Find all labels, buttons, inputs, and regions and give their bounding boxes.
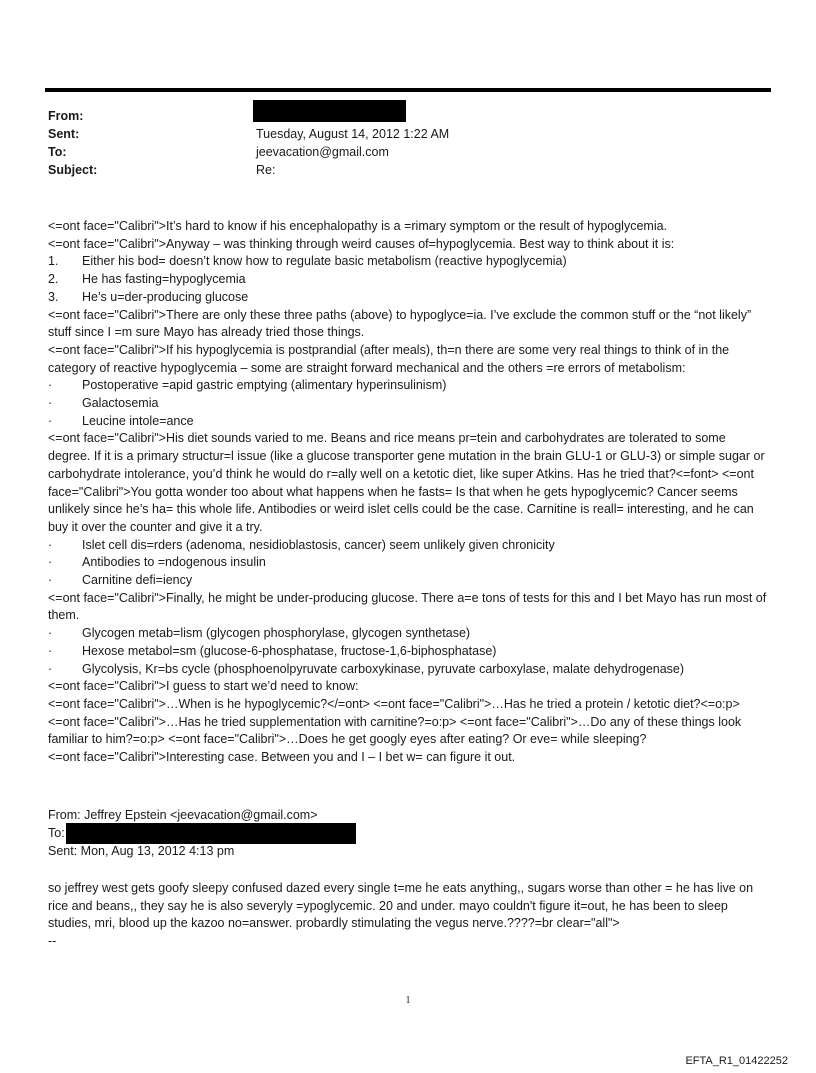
subject-label: Subject: xyxy=(48,163,98,177)
body-paragraph: <=ont face="Calibri">If his hypoglycemia is postprandial (after meals), th=n there are some very real things to think of in the category of reactive hypoglycemia – some are straight forward mechanical and the others =re errors of metabolism: xyxy=(48,342,730,375)
body-paragraph: <=ont face="Calibri">His diet sounds varied to me. Beans and rice means pr=tein and carbohydrates are tolerated to some degree. If it is a primary structur=l issue (like a glucose transporter gene mutation in the brain GLU-1 or GLU-3) or simple sugar or carbohydrate intolerance, you’d think he would do r=ally well on a ketotic diet, like super Atkins. Has he tried that?<=font> <=ont face="Calibri">You gotta wonder too about what happens when he fasts= Is that when he gets hypoglycemic? Cancer seems unlikely since he’s ha= this whole life. Antibodies or weird islet cells could be the case. Carnitine is reall= interesting, and he can buy it over the counter and give it a try. xyxy=(48,431,765,534)
list-item: · Islet cell dis=rders (adenoma, nesidioblastosis, cancer) seem unlikely given chronicity xyxy=(48,537,555,552)
fwd-to: To: xyxy=(48,826,65,840)
body-paragraph: <=ont face="Calibri">Anyway – was thinking through weird causes of=hypoglycemia. Best way to think about it is: xyxy=(48,236,675,251)
list-item: · Postoperative =apid gastric emptying (alimentary hyperinsulinism) xyxy=(48,378,447,393)
subject-value: Re: xyxy=(256,163,276,177)
sent-label: Sent: xyxy=(48,127,80,141)
fwd-sent: Sent: Mon, Aug 13, 2012 4:13 pm xyxy=(48,844,235,858)
body-paragraph: <=ont face="Calibri">Finally, he might be under-producing glucose. There a=e tons of tests for this and I bet Mayo has run most of them. xyxy=(48,590,767,623)
header-rule xyxy=(45,88,771,92)
body-paragraph: <=ont face="Calibri">There are only these three paths (above) to hypoglyce=ia. I’ve exclude the common stuff or the “not likely” stuff since I =m sure Mayo has already tried those things. xyxy=(48,307,752,340)
redaction-from xyxy=(253,100,406,122)
body-paragraph: <=ont face="Calibri">Interesting case. Between you and I – I bet w= can figure it out. xyxy=(48,750,516,765)
list-item: · Leucine intole=ance xyxy=(48,413,194,428)
fwd-from: From: Jeffrey Epstein <jeevacation@gmail.com> xyxy=(48,808,318,822)
list-item: · Glycolysis, Kr=bs cycle (phosphoenolpyruvate carboxykinase, pyruvate carboxylase, malate dehydrogenase) xyxy=(48,661,685,676)
message-body xyxy=(48,218,770,767)
document-id: EFTA_R1_01422252 xyxy=(685,1055,788,1067)
from-label: From: xyxy=(48,109,84,123)
sent-value: Tuesday, August 14, 2012 1:22 AM xyxy=(256,127,450,141)
body-paragraph: <=ont face="Calibri">…When is he hypoglycemic?</=ont> <=ont face="Calibri">…Has he tried a protein / ketotic diet?<=o:p> <=ont face="Calibri">…Has he tried supplementation with carnitine?=o:p> <=ont face="Calibri">…Do any of these things look familiar to him?=o:p> <=ont face="Calibri">…Does he get googly eyes after eating? Or eve= while sleeping? xyxy=(48,696,742,747)
page-number: 1 xyxy=(405,995,411,1006)
original-text: so jeffrey west gets goofy sleepy confused dazed every single t=me he eats anything,, sugars worse than other = he has live on rice and beans,, they say he is also severyly =ypoglycemic. 20 and under. mayo couldn't figure it=out, he has been to sleep studies, mri, blood up the kazoo no=answer. probardly stimulating the vegus nerve.????=br clear="all"> xyxy=(48,881,754,930)
list-item: · Glycogen metab=lism (glycogen phosphorylase, glycogen synthetase) xyxy=(48,626,471,641)
signature-dashes: -- xyxy=(48,933,57,948)
list-item: · Galactosemia xyxy=(48,396,159,411)
to-label: To: xyxy=(48,145,67,159)
list-item: 3. He’s u=der-producing glucose xyxy=(48,289,249,304)
redaction-to xyxy=(66,823,356,844)
list-item: · Antibodies to =ndogenous insulin xyxy=(48,555,266,570)
to-value: jeevacation@gmail.com xyxy=(256,145,389,159)
list-item: · Carnitine defi=iency xyxy=(48,573,193,588)
body-paragraph: <=ont face="Calibri">It’s hard to know if his encephalopathy is a =rimary symptom or the result of hypoglycemia. xyxy=(48,219,668,233)
list-item: · Hexose metabol=sm (glucose-6-phosphatase, fructose-1,6-biphosphatase) xyxy=(48,643,497,658)
original-message xyxy=(48,880,770,950)
list-item: 1. Either his bod= doesn’t know how to regulate basic metabolism (reactive hypoglycemia) xyxy=(48,254,567,269)
body-paragraph: <=ont face="Calibri">I guess to start we’d need to know: xyxy=(48,679,359,694)
list-item: 2. He has fasting=hypoglycemia xyxy=(48,272,246,287)
